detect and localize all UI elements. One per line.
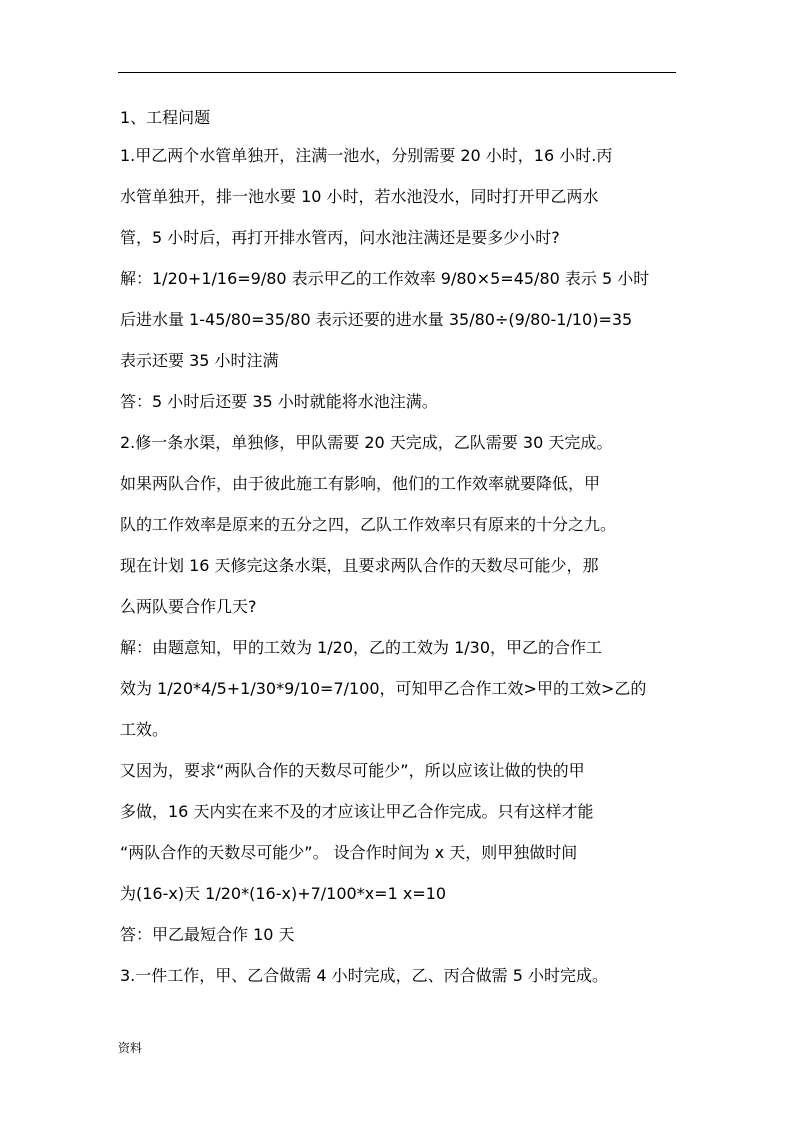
- footer-label: 资料: [118, 1041, 143, 1055]
- text-line: 现在计划 16 天修完这条水渠，且要求两队合作的天数尽可能少，那: [120, 556, 599, 575]
- text-line: 答：5 小时后还要 35 小时就能将水池注满。: [120, 392, 438, 411]
- text-line: 效为 1/20*4/5+1/30*9/10=7/100，可知甲乙合作工效>甲的工效>乙的: [120, 679, 647, 698]
- text-line: 又因为，要求“两队合作的天数尽可能少”，所以应该让做的快的甲: [120, 761, 585, 780]
- section-title: 1、工程问题: [120, 108, 211, 127]
- text-line: 解：1/20+1/16=9/80 表示甲乙的工作效率 9/80×5=45/80 表示 5 小时: [120, 269, 650, 288]
- text-line: 后进水量 1-45/80=35/80 表示还要的进水量 35/80÷(9/80-1/10)=35: [120, 310, 633, 329]
- text-line: 多做，16 天内实在来不及的才应该让甲乙合作完成。只有这样才能: [120, 802, 594, 821]
- text-line: 3.一件工作，甲、乙合做需 4 小时完成，乙、丙合做需 5 小时完成。: [120, 966, 608, 985]
- text-line: 2.修一条水渠，单独修，甲队需要 20 天完成，乙队需要 30 天完成。: [120, 433, 613, 452]
- text-line: 答：甲乙最短合作 10 天: [120, 925, 295, 944]
- header-rule: [118, 72, 676, 73]
- text-line: 1.甲乙两个水管单独开，注满一池水，分别需要 20 小时，16 小时.丙: [120, 146, 613, 165]
- text-line: “两队合作的天数尽可能少”。 设合作时间为 x 天，则甲独做时间: [120, 843, 578, 862]
- text-line: 解：由题意知，甲的工效为 1/20，乙的工效为 1/30，甲乙的合作工: [120, 638, 603, 657]
- text-line: 为(16-x)天 1/20*(16-x)+7/100*x=1 x=10: [120, 884, 447, 903]
- text-line: 队的工作效率是原来的五分之四，乙队工作效率只有原来的十分之九。: [120, 515, 617, 534]
- text-line: 工效。: [120, 720, 169, 739]
- text-line: 管，5 小时后，再打开排水管丙，问水池注满还是要多少小时?: [120, 228, 560, 247]
- text-line: 么两队要合作几天?: [120, 597, 257, 616]
- text-line: 表示还要 35 小时注满: [120, 351, 279, 370]
- text-line: 水管单独开，排一池水要 10 小时，若水池没水，同时打开甲乙两水: [120, 187, 599, 206]
- text-line: 如果两队合作，由于彼此施工有影响，他们的工作效率就要降低，甲: [120, 474, 601, 493]
- document-body: [120, 100, 680, 996]
